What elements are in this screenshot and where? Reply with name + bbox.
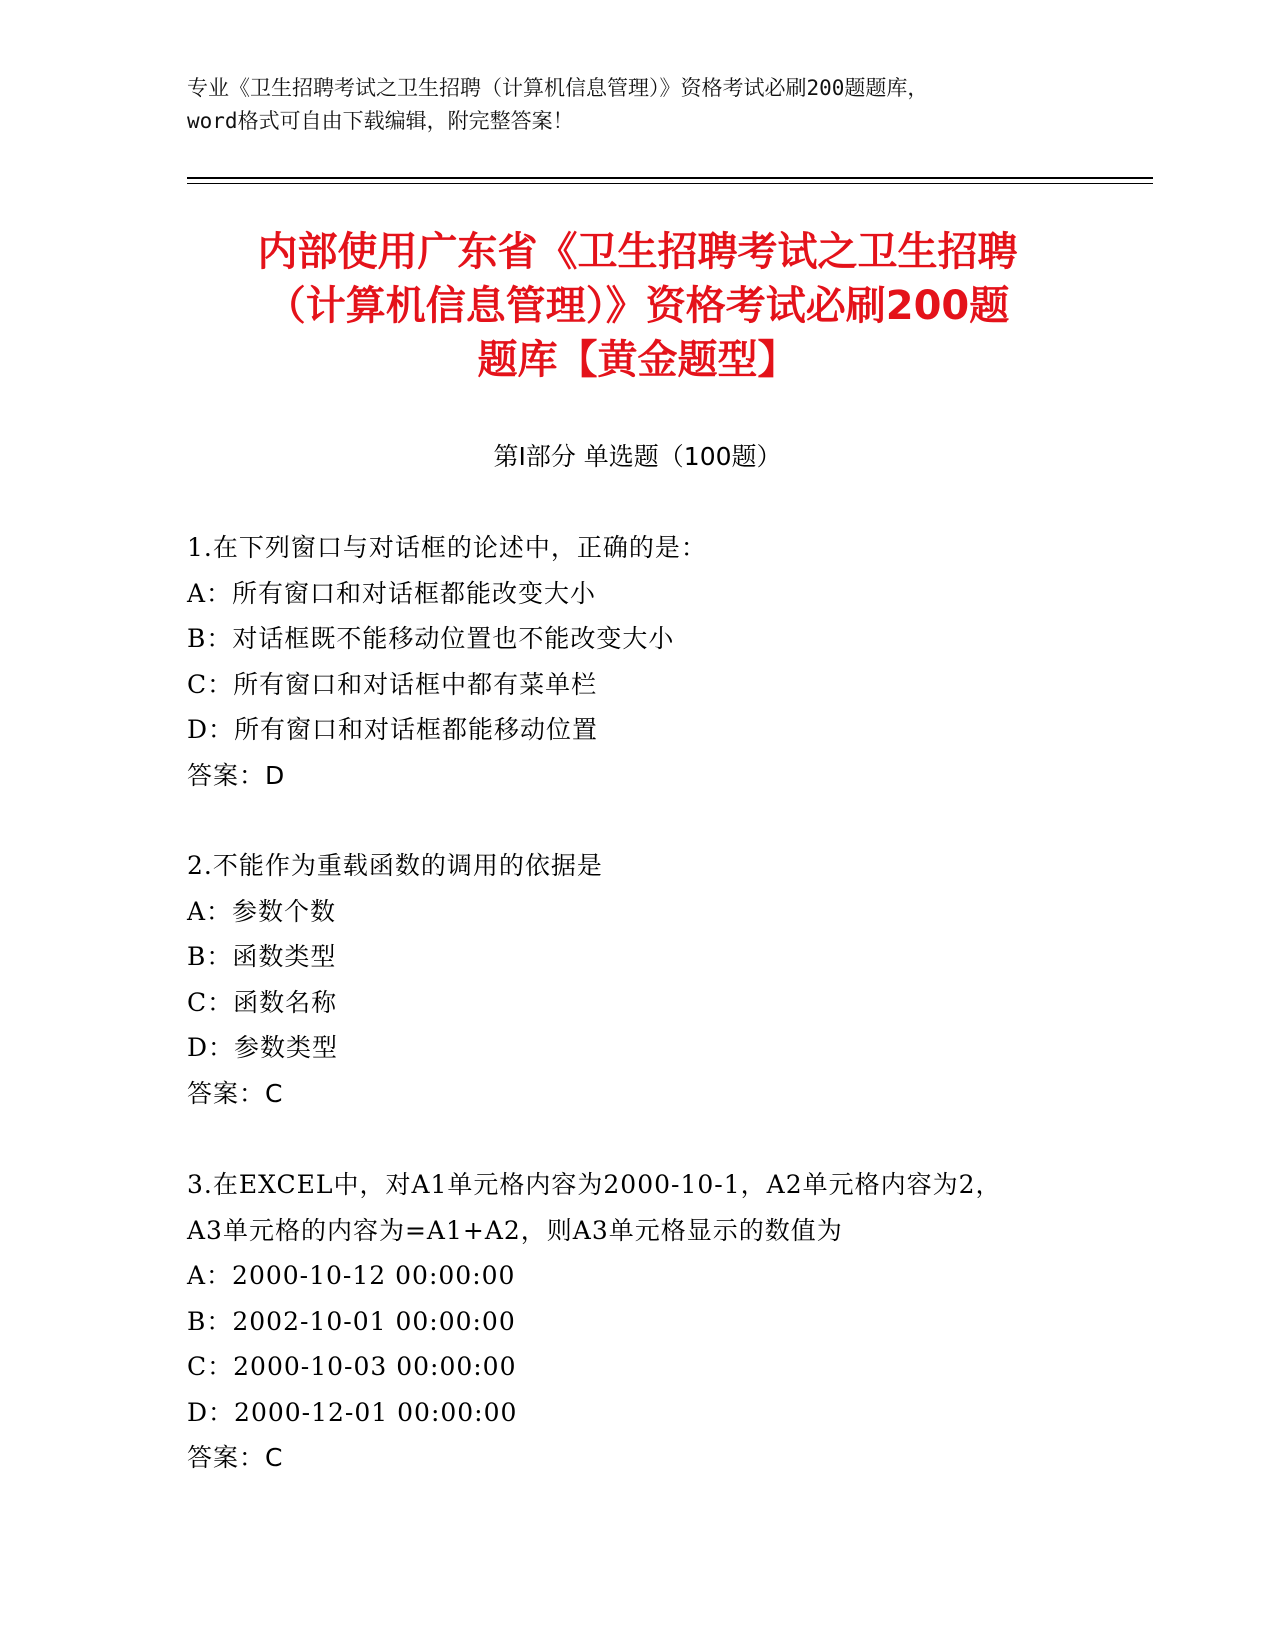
option-d: D：所有窗口和对话框都能移动位置 (187, 715, 599, 744)
option-d: D：2000-12-01 00:00:00 (187, 1397, 518, 1427)
option-c: C：函数名称 (187, 987, 338, 1017)
question-stem: 1.在下列窗口与对话框的论述中，正确的是： (187, 533, 707, 562)
document-title-line: 题库【黄金题型】 (477, 337, 798, 383)
option-c: C：所有窗口和对话框中都有菜单栏 (187, 669, 598, 699)
answer: 答案：C (187, 1443, 284, 1472)
option-a: A：参数个数 (187, 896, 337, 926)
question-stem-continued: A3单元格的内容为=A1+A2，则A3单元格显示的数值为 (187, 1215, 843, 1245)
question-stem: 2.不能作为重载函数的调用的依据是 (187, 851, 603, 880)
question-stem: 3.在EXCEL中，对A1单元格内容为2000-10-1，A2单元格内容为2， (187, 1170, 1002, 1199)
document-title-line: 内部使用广东省《卫生招聘考试之卫生招聘 (257, 229, 1018, 275)
header-note (187, 72, 1087, 138)
option-d: D：参数类型 (187, 1033, 339, 1062)
header-divider-thin (187, 183, 1153, 184)
option-a: A：2000-10-12 00:00:00 (187, 1261, 516, 1290)
answer: 答案：D (187, 760, 286, 790)
header-note-line: 专业《卫生招聘考试之卫生招聘（计算机信息管理）》资格考试必刷200题题库， (187, 76, 929, 100)
question-3 (187, 1162, 1137, 1481)
question-1 (187, 525, 1137, 798)
section-heading: 第Ⅰ部分 单选题（100题） (493, 442, 782, 471)
header-divider-thick (187, 177, 1153, 179)
question-2 (187, 843, 1137, 1116)
document-title (150, 225, 1125, 387)
option-a: A：所有窗口和对话框都能改变大小 (187, 578, 597, 608)
option-b: B：对话框既不能移动位置也不能改变大小 (187, 624, 675, 653)
answer: 答案：C (187, 1078, 284, 1108)
option-b: B：2002-10-01 00:00:00 (187, 1306, 516, 1336)
document-title-line: （计算机信息管理）》资格考试必刷200题 (265, 283, 1010, 329)
header-note-line: word格式可自由下载编辑，附完整答案！ (187, 109, 574, 133)
option-c: C：2000-10-03 00:00:00 (187, 1352, 517, 1381)
option-b: B：函数类型 (187, 942, 337, 971)
